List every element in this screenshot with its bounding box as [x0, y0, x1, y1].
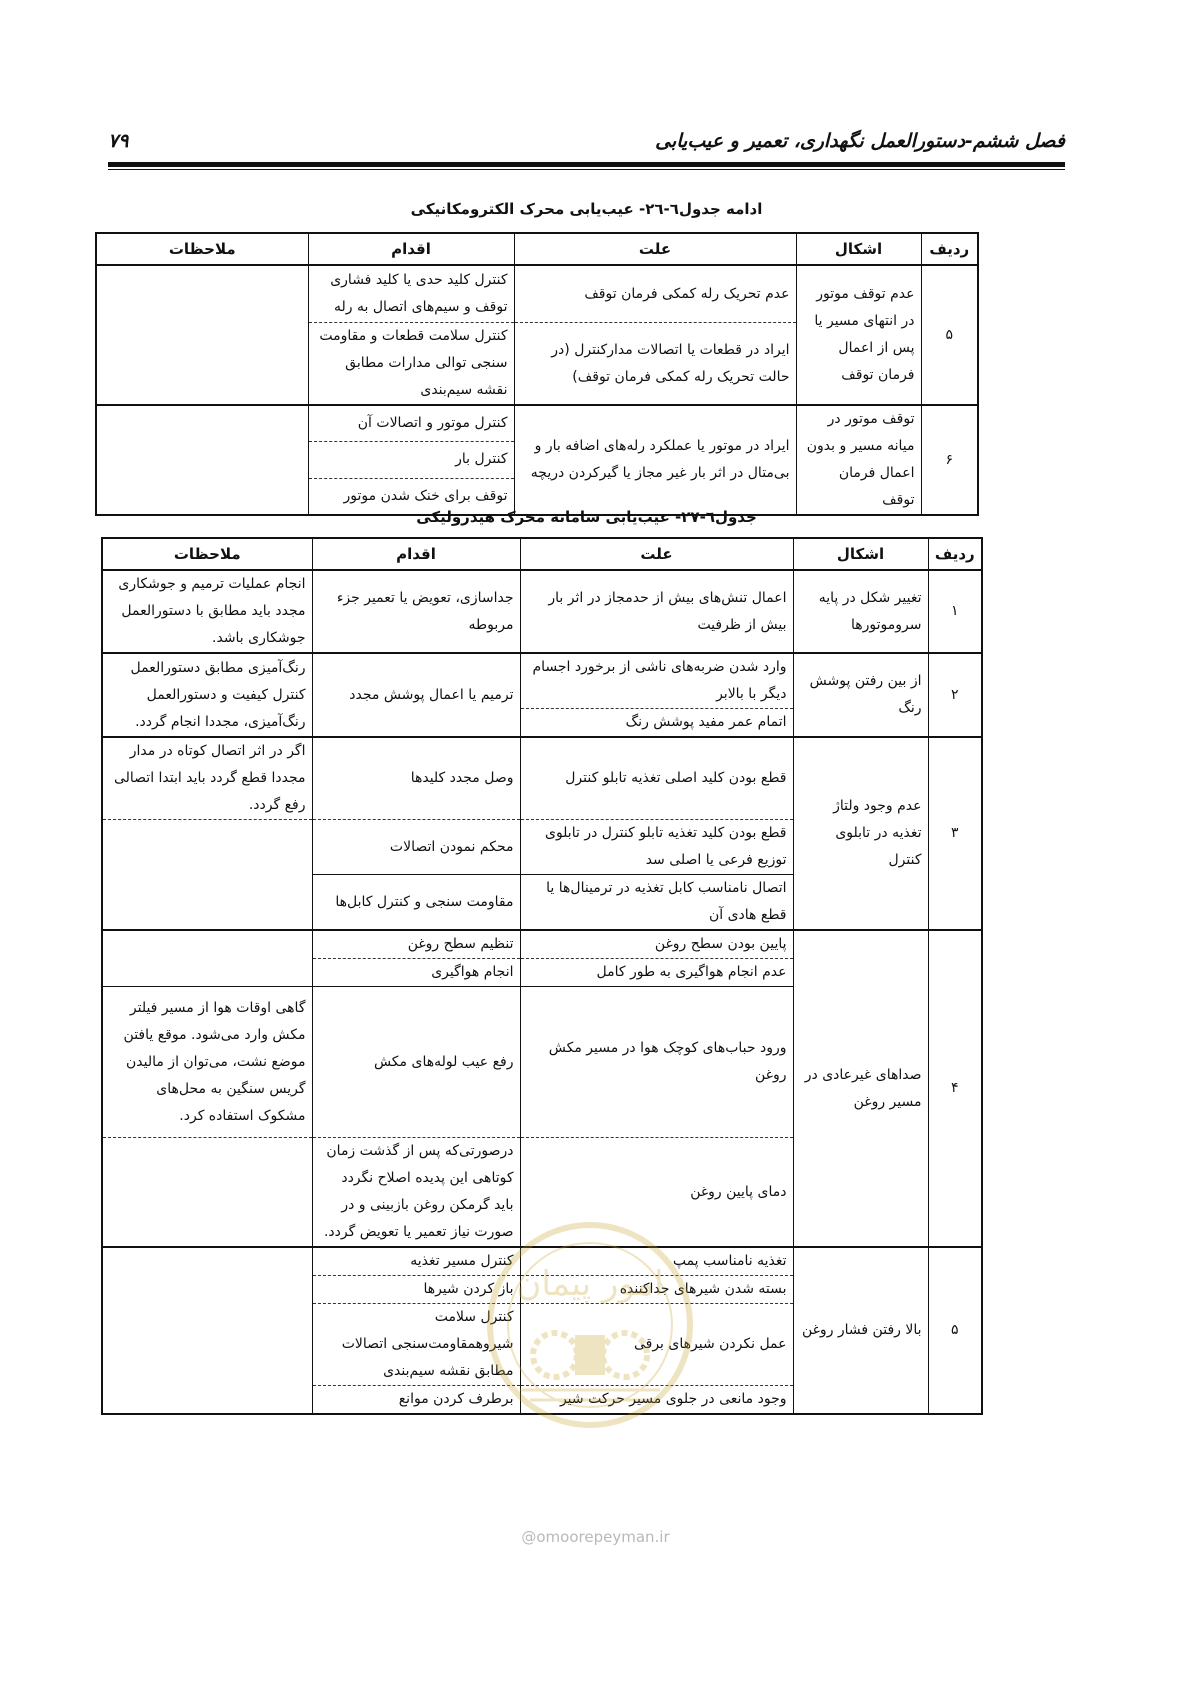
row-number: ۵	[921, 265, 978, 405]
table-row	[96, 265, 978, 323]
column-header: ملاحظات	[96, 233, 308, 265]
issue-cell: توقف موتور در میانه مسیر و بدون اعمال فرمان توقف	[796, 405, 921, 515]
watermark-url: @omoorepeyman.ir	[521, 1528, 670, 1546]
column-header: اشکال	[796, 233, 921, 265]
row-number: ۶	[921, 405, 978, 515]
column-header: ملاحظات	[102, 538, 312, 570]
watermark-seal	[480, 1215, 700, 1435]
cause-cell: بسته شدن شیرهای جداکننده	[520, 1276, 793, 1304]
column-header: علت	[514, 233, 796, 265]
issue-cell: عدم وجود ولتاژ تغذیه در تابلوی کنترل	[793, 737, 928, 930]
table-row	[102, 930, 982, 959]
column-header: اقدام	[312, 538, 520, 570]
note-cell	[102, 930, 312, 987]
row-number: ۱	[928, 570, 982, 653]
action-cell: کنترل بار	[308, 442, 514, 478]
action-cell: ترمیم یا اعمال پوشش مجدد	[312, 653, 520, 737]
row-number: ۴	[928, 930, 982, 1247]
action-cell: جداسازی، تعویض یا تعمیر جزء مربوطه	[312, 570, 520, 653]
action-cell: انجام هواگیری	[312, 959, 520, 987]
action-cell: کنترل سلامت قطعات و مقاومت سنجی توالی مدارات مطابق نقشه سیم‌بندی	[308, 323, 514, 406]
cause-cell: ورود حباب‌های کوچک هوا در مسیر مکش روغن	[520, 987, 793, 1138]
table-row	[96, 405, 978, 442]
row-number: ۵	[928, 1247, 982, 1414]
note-cell: اگر در اثر اتصال کوتاه در مدار مجددا قطع گردد باید ابتدا اتصالی رفع گردد.	[102, 737, 312, 820]
cause-cell: وجود مانعی در جلوی مسیر حرکت شیر	[520, 1386, 793, 1415]
action-cell: برطرف کردن موانع	[312, 1386, 520, 1415]
page-title: فصل ششم-دستورالعمل نگهداری، تعمیر و عیب‌یابی	[655, 130, 1065, 152]
issue-cell: بالا رفتن فشار روغن	[793, 1247, 928, 1414]
table2-caption: جدول٦-۲۷- عیب‌یابی سامانه محرک هیدرولیکی	[416, 508, 757, 526]
action-cell: کنترل موتور و اتصالات آن	[308, 405, 514, 442]
column-header: اشکال	[793, 538, 928, 570]
cause-cell: پایین بودن سطح روغن	[520, 930, 793, 959]
table1-caption: ادامه جدول٦-۲٦- عیب‌یابی محرک الکترومکانیکی	[410, 200, 763, 218]
action-cell: مقاومت سنجی و کنترل کابل‌ها	[312, 875, 520, 931]
cause-cell: وارد شدن ضربه‌های ناشی از برخورد اجسام دیگر با بالابر	[520, 653, 793, 709]
note-cell	[102, 1138, 312, 1248]
action-cell: رفع عیب لوله‌های مکش	[312, 987, 520, 1138]
action-cell: درصورتی‌که پس از گذشت زمان کوتاهی این پدیده اصلاح نگردد باید گرمکن روغن بازبینی و در صورت نیاز تعمیر یا تعویض گردد.	[312, 1138, 520, 1248]
page-number: ۷۹	[108, 130, 129, 152]
action-cell: کنترل کلید حدی یا کلید فشاری توقف و سیم‌های اتصال به رله	[308, 265, 514, 323]
cause-cell: عدم انجام هواگیری به طور کامل	[520, 959, 793, 987]
note-cell: گاهی اوقات هوا از مسیر فیلتر مکش وارد می‌شود. موقع یافتن موضع نشت، می‌توان از مالیدن گریس سنگین به محل‌های مشکوک استفاده کرد.	[102, 987, 312, 1138]
cause-cell: اتمام عمر مفید پوشش رنگ	[520, 709, 793, 738]
cause-cell: دمای پایین روغن	[520, 1138, 793, 1248]
header-rule	[108, 162, 1065, 170]
issue-cell: صداهای غیرعادی در مسیر روغن	[793, 930, 928, 1247]
table-row	[102, 737, 982, 820]
table-row	[102, 653, 982, 709]
row-number: ۲	[928, 653, 982, 737]
action-cell: باز کردن شیرها	[312, 1276, 520, 1304]
cause-cell: ایراد در قطعات یا اتصالات مدارکنترل (در حالت تحریک رله کمکی فرمان توقف)	[514, 323, 796, 406]
watermark-brand: امور پیمان	[516, 1264, 664, 1304]
cause-cell: تغذیه نامناسب پمپ	[520, 1247, 793, 1276]
cause-cell: عمل نکردن شیرهای برقی	[520, 1304, 793, 1386]
action-cell: کنترل مسیر تغذیه	[312, 1247, 520, 1276]
note-cell	[102, 1247, 312, 1414]
cause-cell: قطع بودن کلید اصلی تغذیه تابلو کنترل	[520, 737, 793, 820]
column-header: علت	[520, 538, 793, 570]
cause-cell: قطع بودن کلید تغذیه تابلو کنترل در تابلوی توزیع فرعی یا اصلی سد	[520, 820, 793, 875]
note-cell: انجام عملیات ترمیم و جوشکاری مجدد باید مطابق با دستورالعمل جوشکاری باشد.	[102, 570, 312, 653]
action-cell: محکم نمودن اتصالات	[312, 820, 520, 875]
cause-cell: ایراد در موتور یا عملکرد رله‌های اضافه بار و بی‌متال در اثر بار غیر مجاز یا گیرکردن دریچه	[514, 405, 796, 515]
row-number: ۳	[928, 737, 982, 930]
action-cell: توقف برای خنک شدن موتور	[308, 478, 514, 515]
issue-cell: تغییر شکل در پایه سروموتورها	[793, 570, 928, 653]
table1	[95, 232, 979, 516]
column-header: اقدام	[308, 233, 514, 265]
cause-cell: اعمال تنش‌های بیش از حدمجاز در اثر بار بیش از ظرفیت	[520, 570, 793, 653]
cause-cell: عدم تحریک رله کمکی فرمان توقف	[514, 265, 796, 323]
table1-header-row	[96, 233, 978, 265]
table2-header-row	[102, 538, 982, 570]
action-cell: وصل مجدد کلیدها	[312, 737, 520, 820]
issue-cell: از بین رفتن پوشش رنگ	[793, 653, 928, 737]
action-cell: تنظیم سطح روغن	[312, 930, 520, 959]
note-cell: رنگ‌آمیزی مطابق دستورالعمل کنترل کیفیت و دستورالعمل رنگ‌آمیزی، مجددا انجام گردد.	[102, 653, 312, 737]
action-cell: کنترل سلامت شیروهمقاومت‌سنجی اتصالات مطابق نقشه سیم‌بندی	[312, 1304, 520, 1386]
note-cell	[96, 405, 308, 515]
column-header: ردیف	[921, 233, 978, 265]
note-cell	[102, 820, 312, 931]
page-header	[108, 128, 1065, 158]
table-row	[102, 570, 982, 653]
cause-cell: اتصال نامناسب کابل تغذیه در ترمینال‌ها یا قطع هادی آن	[520, 875, 793, 931]
issue-cell: عدم توقف موتور در انتهای مسیر یا پس از اعمال فرمان توقف	[796, 265, 921, 405]
column-header: ردیف	[928, 538, 982, 570]
note-cell	[96, 265, 308, 405]
